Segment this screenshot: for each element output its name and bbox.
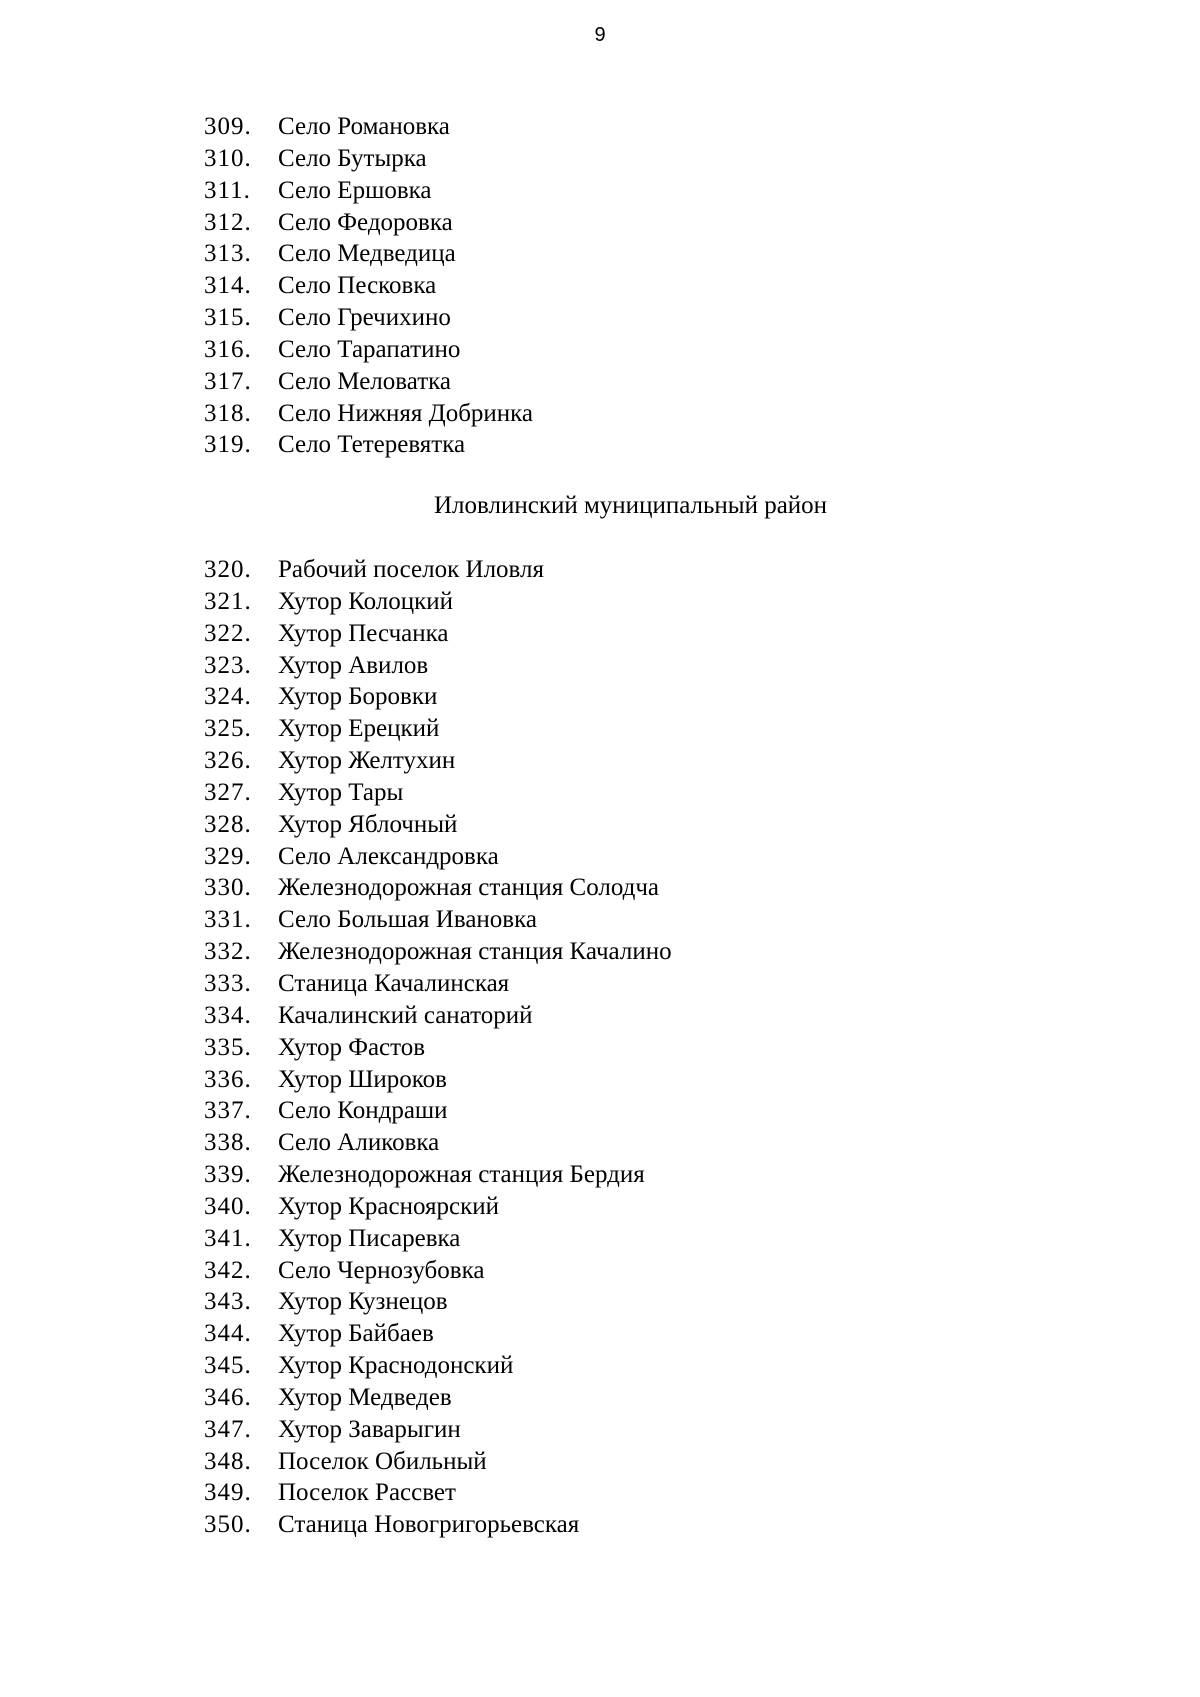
item-number: 349. <box>204 1479 252 1507</box>
item-number: 338. <box>204 1129 252 1157</box>
list-item <box>204 1191 672 1223</box>
list-item <box>204 618 672 650</box>
list-item <box>204 429 533 461</box>
settlement-name: Хутор Широков <box>278 1065 447 1093</box>
settlement-name: Село Песковка <box>278 272 437 300</box>
settlement-list-continued <box>204 111 533 461</box>
item-number: 334. <box>204 1001 252 1029</box>
settlement-name: Хутор Ерецкий <box>278 715 440 743</box>
item-number: 327. <box>204 778 252 806</box>
settlement-name: Село Нижняя Добринка <box>278 399 534 427</box>
item-number: 336. <box>204 1065 252 1093</box>
settlement-name: Село Федоровка <box>278 208 453 236</box>
settlement-name: Село Александровка <box>278 842 499 870</box>
settlement-name: Хутор Желтухин <box>278 747 456 775</box>
list-item <box>204 175 533 207</box>
settlement-name: Село Романовка <box>278 113 450 140</box>
list-item <box>204 1000 672 1032</box>
settlement-name: Село Большая Ивановка <box>278 906 537 934</box>
item-number: 335. <box>204 1033 252 1061</box>
item-number: 319. <box>204 431 252 459</box>
item-number: 315. <box>204 304 252 332</box>
settlement-name: Село Тарапатино <box>278 335 461 363</box>
item-number: 322. <box>204 619 252 647</box>
settlement-name: Хутор Медведев <box>278 1383 452 1411</box>
item-number: 320. <box>204 556 252 583</box>
item-number: 348. <box>204 1447 252 1475</box>
item-number: 333. <box>204 969 252 997</box>
settlement-name: Железнодорожная станция Бердия <box>278 1161 645 1189</box>
settlement-name: Село Бутырка <box>278 144 427 172</box>
list-item <box>204 1318 672 1350</box>
settlement-name: Село Аликовка <box>278 1129 440 1157</box>
settlement-name: Хутор Заварыгин <box>278 1415 461 1443</box>
item-number: 318. <box>204 399 252 427</box>
list-item <box>204 1414 672 1446</box>
list-item <box>204 1382 672 1414</box>
settlement-list-ilovlinsky <box>204 554 672 1541</box>
item-number: 314. <box>204 272 252 300</box>
item-number: 313. <box>204 240 252 268</box>
settlement-name: Хутор Красноярский <box>278 1192 499 1220</box>
item-number: 325. <box>204 715 252 743</box>
list-item <box>204 238 533 270</box>
settlement-name: Село Медведица <box>278 240 456 268</box>
item-number: 326. <box>204 747 252 775</box>
list-item <box>204 809 672 841</box>
settlement-name: Хутор Краснодонский <box>278 1352 514 1380</box>
list-item <box>204 713 672 745</box>
item-number: 347. <box>204 1415 252 1443</box>
list-item <box>204 270 533 302</box>
list-item <box>204 1127 672 1159</box>
item-number: 344. <box>204 1320 252 1348</box>
settlement-name: Хутор Песчанка <box>278 619 449 647</box>
settlement-name: Село Меловатка <box>278 367 451 395</box>
list-item <box>204 1286 672 1318</box>
item-number: 350. <box>204 1511 252 1539</box>
list-item <box>204 207 533 239</box>
settlement-name: Станица Качалинская <box>278 969 510 997</box>
settlement-name: Село Чернозубовка <box>278 1256 485 1284</box>
page-number: 9 <box>594 24 606 46</box>
settlement-name: Село Гречихино <box>278 304 451 332</box>
item-number: 310. <box>204 144 252 172</box>
settlement-name: Село Тетеревятка <box>278 431 466 459</box>
list-item <box>204 302 533 334</box>
settlement-name: Село Кондраши <box>278 1097 448 1125</box>
list-item <box>204 111 533 143</box>
list-item <box>204 904 672 936</box>
settlement-name: Поселок Рассвет <box>278 1479 456 1507</box>
list-item <box>204 777 672 809</box>
settlement-name: Железнодорожная станция Качалино <box>278 938 672 966</box>
list-item <box>204 1446 672 1478</box>
settlement-name: Хутор Боровки <box>278 683 438 711</box>
item-number: 321. <box>204 587 252 615</box>
item-number: 316. <box>204 335 252 363</box>
list-item <box>204 554 672 586</box>
item-number: 309. <box>204 113 252 140</box>
settlement-name: Хутор Авилов <box>278 651 429 679</box>
item-number: 345. <box>204 1352 252 1380</box>
settlement-name: Поселок Обильный <box>278 1447 487 1475</box>
settlement-name: Село Ершовка <box>278 176 432 204</box>
list-item <box>204 366 533 398</box>
district-heading: Иловлинский муниципальный район <box>434 492 828 519</box>
settlement-name: Рабочий поселок Иловля <box>278 556 545 583</box>
list-item <box>204 1032 672 1064</box>
item-number: 343. <box>204 1288 252 1316</box>
list-item <box>204 745 672 777</box>
item-number: 324. <box>204 683 252 711</box>
item-number: 340. <box>204 1192 252 1220</box>
list-item <box>204 1509 672 1541</box>
item-number: 312. <box>204 208 252 236</box>
item-number: 341. <box>204 1224 252 1252</box>
list-item <box>204 586 672 618</box>
settlement-name: Хутор Тары <box>278 778 404 806</box>
settlement-name: Хутор Колоцкий <box>278 587 454 615</box>
list-item <box>204 1477 672 1509</box>
list-item <box>204 650 672 682</box>
list-item <box>204 1255 672 1287</box>
item-number: 342. <box>204 1256 252 1284</box>
list-item <box>204 968 672 1000</box>
item-number: 311. <box>204 176 251 204</box>
item-number: 329. <box>204 842 252 870</box>
item-number: 323. <box>204 651 252 679</box>
list-item <box>204 1159 672 1191</box>
list-item <box>204 398 533 430</box>
item-number: 339. <box>204 1161 252 1189</box>
list-item <box>204 841 672 873</box>
item-number: 328. <box>204 810 252 838</box>
settlement-name: Хутор Фастов <box>278 1033 426 1061</box>
item-number: 346. <box>204 1383 252 1411</box>
list-item <box>204 872 672 904</box>
list-item <box>204 1095 672 1127</box>
item-number: 332. <box>204 938 252 966</box>
list-item <box>204 936 672 968</box>
list-item <box>204 1223 672 1255</box>
settlement-name: Железнодорожная станция Солодча <box>278 874 660 902</box>
settlement-name: Хутор Яблочный <box>278 810 458 838</box>
item-number: 337. <box>204 1097 252 1125</box>
settlement-name: Хутор Кузнецов <box>278 1288 448 1316</box>
list-item <box>204 1350 672 1382</box>
item-number: 331. <box>204 906 252 934</box>
settlement-name: Хутор Писаревка <box>278 1224 461 1252</box>
list-item <box>204 334 533 366</box>
settlement-name: Хутор Байбаев <box>278 1320 434 1348</box>
item-number: 330. <box>204 874 252 902</box>
settlement-name: Качалинский санаторий <box>278 1001 533 1029</box>
settlement-name: Станица Новогригорьевская <box>278 1511 580 1539</box>
list-item <box>204 681 672 713</box>
list-item <box>204 1064 672 1096</box>
item-number: 317. <box>204 367 252 395</box>
list-item <box>204 143 533 175</box>
